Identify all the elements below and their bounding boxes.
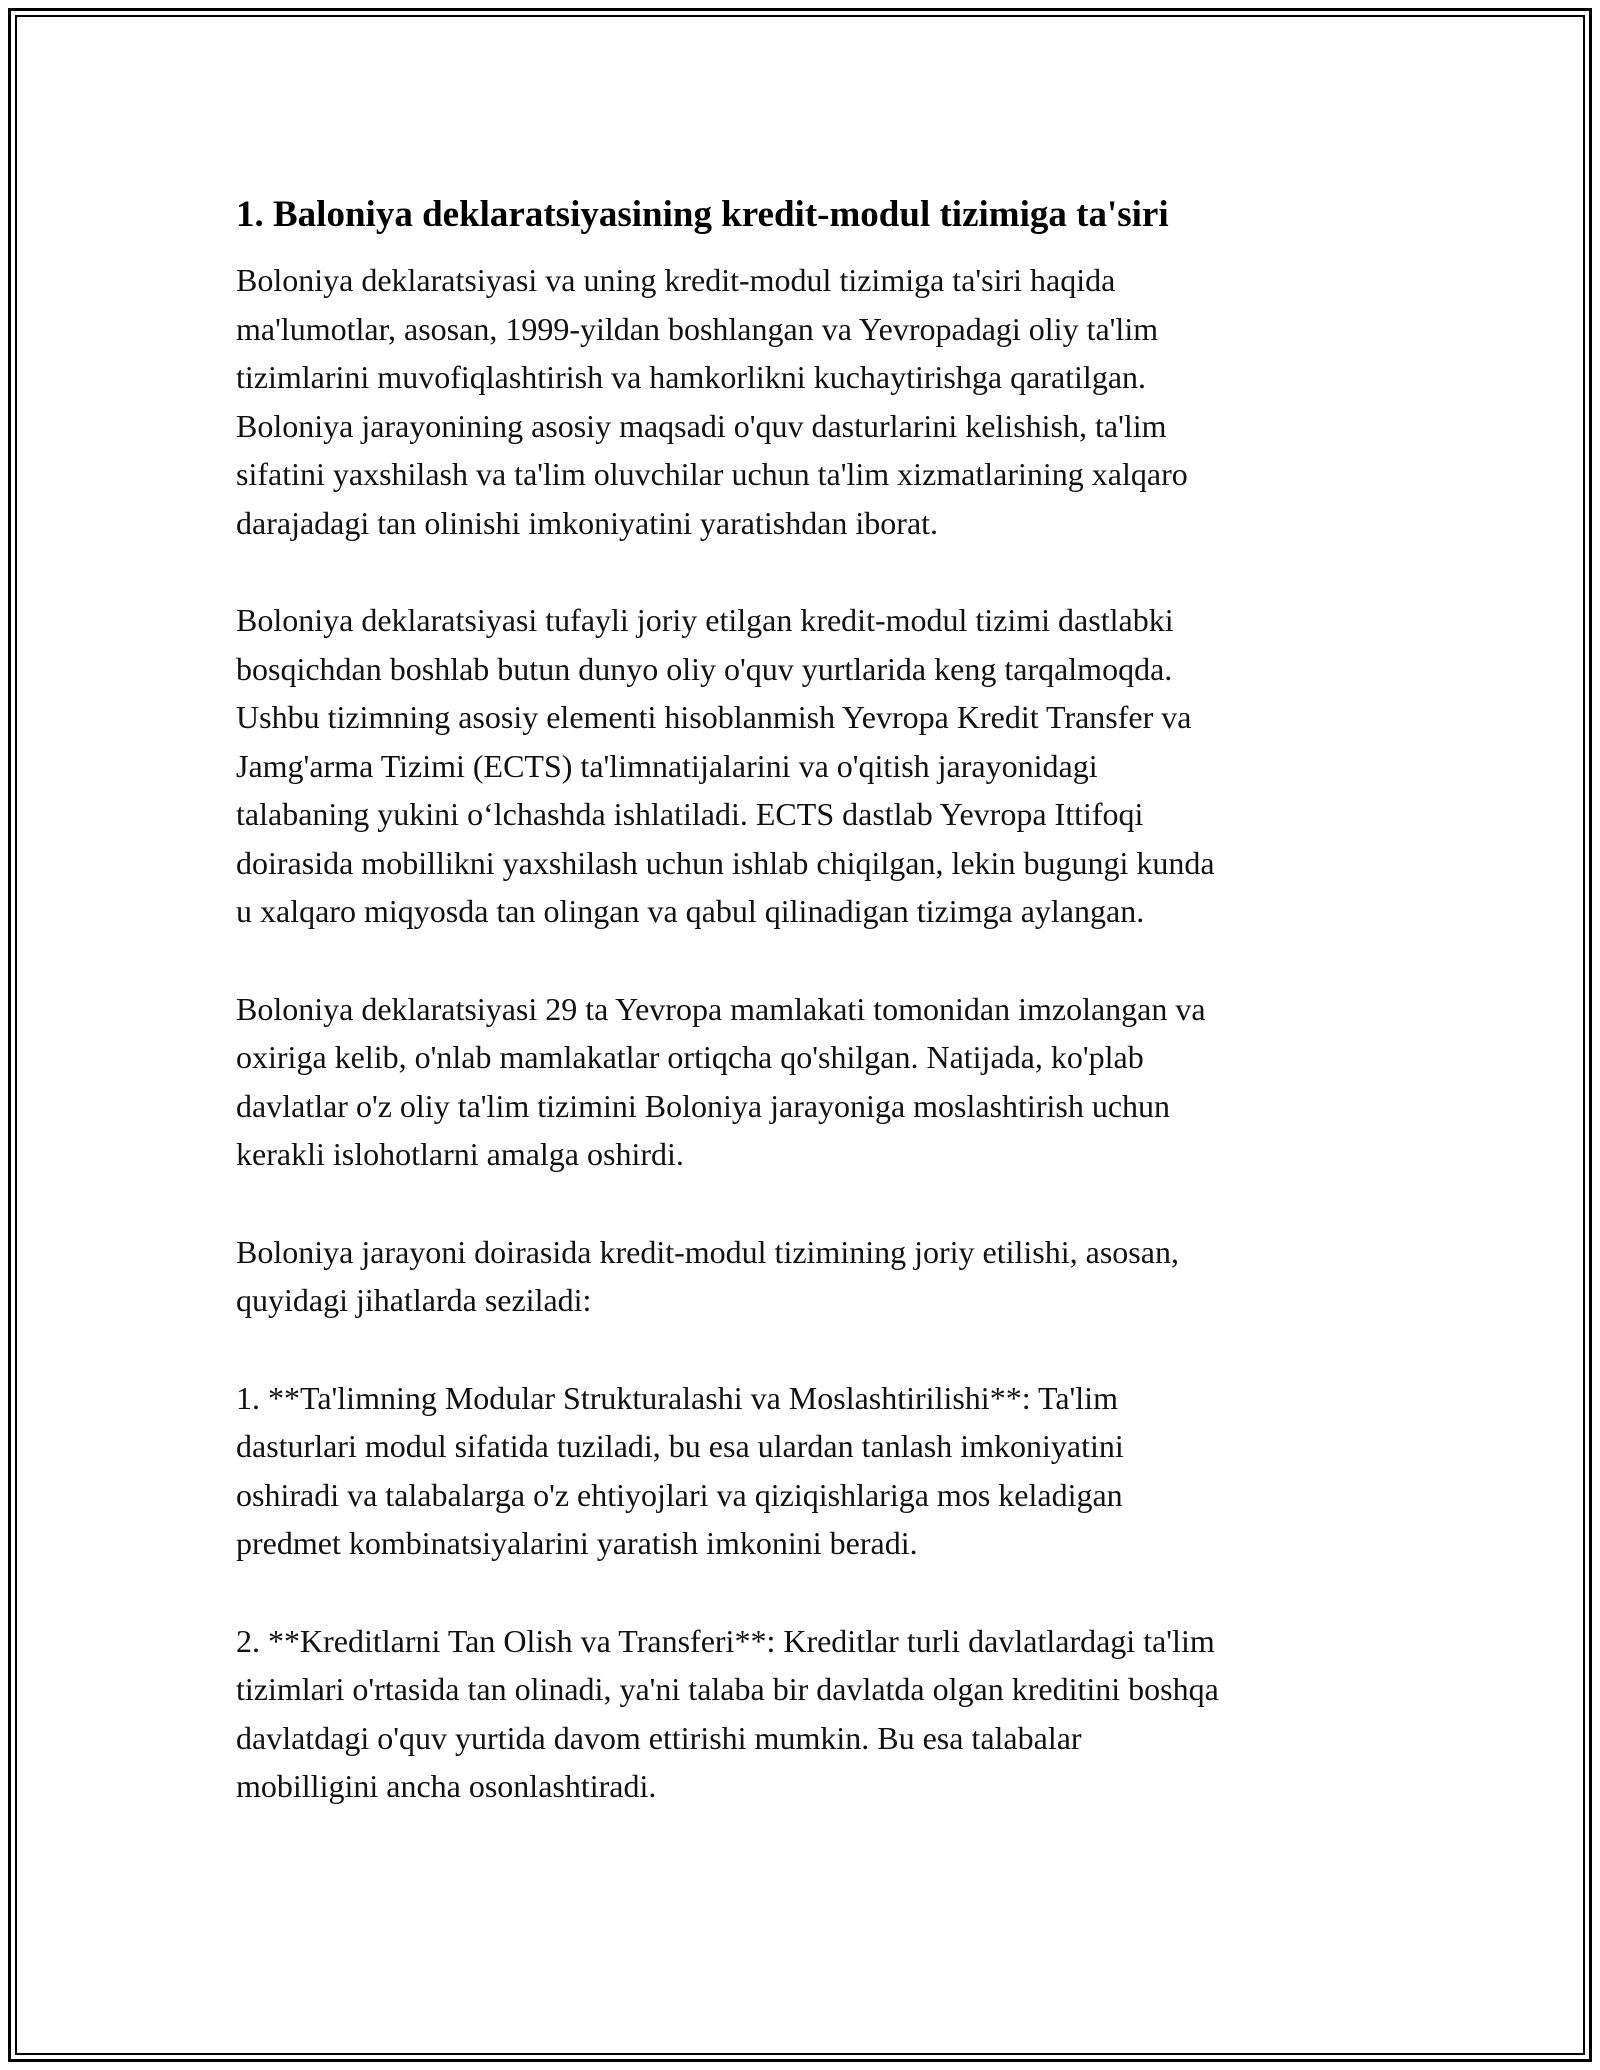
text-line: predmet kombinatsiyalarini yaratish imkonini beradi. <box>236 1525 918 1561</box>
paragraph-ects <box>236 596 1376 936</box>
text-line: quyidagi jihatlarda seziladi: <box>236 1282 592 1318</box>
text-line: tizimlarini muvofiqlashtirish va hamkorlikni kuchaytirishga qaratilgan. <box>236 359 1147 395</box>
text-line: Boloniya jarayoni doirasida kredit-modul tizimining joriy etilishi, asosan, <box>236 1233 1179 1270</box>
text-line: ma'lumotlar, asosan, 1999-yildan boshlangan va Yevropadagi oliy ta'lim <box>236 310 1159 347</box>
text-line: Ushbu tizimning asosiy elementi hisoblanmish Yevropa Kredit Transfer va <box>236 699 1192 735</box>
list-item-modular-structure <box>236 1374 1376 1568</box>
text-line: Boloniya deklaratsiyasi tufayli joriy etilgan kredit-modul tizimi dastlabki <box>236 602 1174 638</box>
text-line: Boloniya jarayonining asosiy maqsadi o'quv dasturlarini kelishish, ta'lim <box>236 407 1167 444</box>
text-line: davlatdagi o'quv yurtida davom ettirishi mumkin. Bu esa talabalar <box>236 1719 1082 1756</box>
paragraph-signatories <box>236 985 1376 1179</box>
text-line: tizimlari o'rtasida tan olinadi, ya'ni talaba bir davlatda olgan kreditini boshqa <box>236 1671 1219 1707</box>
text-line: doirasida mobillikni yaxshilash uchun ishlab chiqilgan, lekin bugungi kunda <box>236 844 1215 881</box>
text-line: Boloniya deklaratsiyasi va uning kredit-modul tizimiga ta'siri haqida <box>236 262 1116 298</box>
text-line: 1. **Ta'limning Modular Strukturalashi va Moslashtirilishi**: Ta'lim <box>236 1379 1118 1416</box>
text-line: kerakli islohotlarni amalga oshirdi. <box>236 1136 684 1172</box>
text-line: davlatlar o'z oliy ta'lim tizimini Boloniya jarayoniga moslashtirish uchun <box>236 1087 1171 1124</box>
text-line: bosqichdan boshlab butun dunyo oliy o'quv yurtlarida keng tarqalmoqda. <box>236 650 1173 687</box>
text-line: oshiradi va talabalarga o'z ehtiyojlari va qiziqishlariga mos keladigan <box>236 1476 1123 1513</box>
text-line: 2. **Kreditlarni Tan Olish va Transferi**: Kreditlar turli davlatlardagi ta'lim <box>236 1622 1215 1659</box>
text-line: oxiriga kelib, o'nlab mamlakatlar ortiqcha qo'shilgan. Natijada, ko'plab <box>236 1039 1144 1075</box>
document-body <box>236 186 1376 1860</box>
text-line: mobilligini ancha osonlashtiradi. <box>236 1768 657 1804</box>
text-line: talabaning yukini o‘lchashda ishlatiladi. ECTS dastlab Yevropa Ittifoqi <box>236 796 1144 832</box>
text-line: Jamg'arma Tizimi (ECTS) ta'limnatijalarini va o'qitish jarayonidagi <box>236 747 1098 784</box>
text-line: Boloniya deklaratsiyasi 29 ta Yevropa mamlakati tomonidan imzolangan va <box>236 990 1206 1027</box>
section-heading: 1. Baloniya deklaratsiyasining kredit-modul tizimiga ta'siri <box>236 194 1169 235</box>
paragraph-intro <box>236 256 1376 547</box>
text-line: u xalqaro miqyosda tan olingan va qabul qilinadigan tizimga aylangan. <box>236 893 1145 929</box>
paragraph-aspects-intro <box>236 1228 1376 1325</box>
text-line: darajadagi tan olinishi imkoniyatini yaratishdan iborat. <box>236 504 939 541</box>
list-item-credit-transfer <box>236 1617 1376 1811</box>
text-line: dasturlari modul sifatida tuziladi, bu esa ulardan tanlash imkoniyatini <box>236 1428 1124 1464</box>
text-line: sifatini yaxshilash va ta'lim oluvchilar uchun ta'lim xizmatlarining xalqaro <box>236 456 1188 492</box>
